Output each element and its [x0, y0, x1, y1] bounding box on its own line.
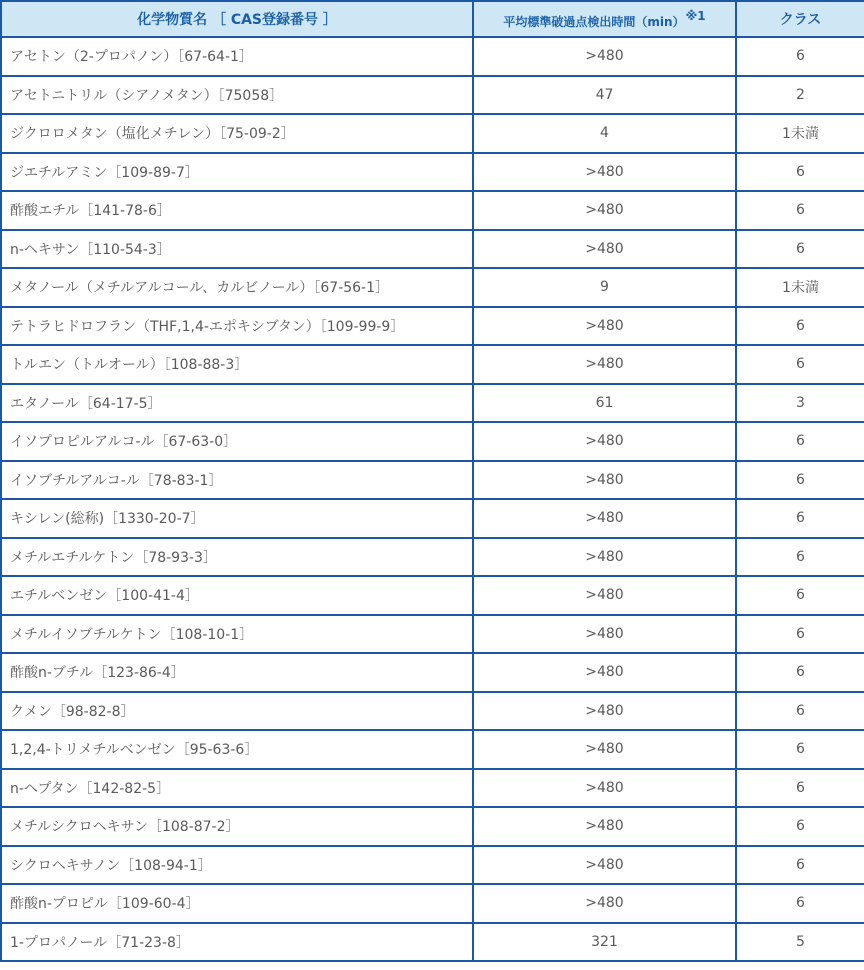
table-row: [1, 576, 864, 615]
breakthrough-time-cell: >480: [473, 230, 736, 269]
class-cell: 6: [736, 37, 864, 76]
chemical-name-cell: キシレン(総称)［1330-20-7］: [1, 499, 473, 538]
class-cell: 2: [736, 76, 864, 115]
class-cell: 6: [736, 730, 864, 769]
chemical-name-cell: 酢酸n-プロピル［109-60-4］: [1, 884, 473, 923]
table-row: [1, 692, 864, 731]
table-row: [1, 230, 864, 269]
chemical-name-cell: クメン［98-82-8］: [1, 692, 473, 731]
table-row: [1, 268, 864, 307]
chemical-name-cell: n-ヘプタン［142-82-5］: [1, 769, 473, 808]
table-row: [1, 384, 864, 423]
class-cell: 1未満: [736, 114, 864, 153]
chemical-name-cell: エチルベンゼン［100-41-4］: [1, 576, 473, 615]
chemical-name-cell: ジエチルアミン［109-89-7］: [1, 153, 473, 192]
table-row: [1, 730, 864, 769]
breakthrough-time-cell: 4: [473, 114, 736, 153]
class-cell: 6: [736, 461, 864, 500]
header-breakthrough-time-label: 平均標準破過点検出時間（min）: [503, 14, 685, 29]
table-row: [1, 615, 864, 654]
class-cell: 6: [736, 191, 864, 230]
breakthrough-time-cell: >480: [473, 499, 736, 538]
table-row: [1, 538, 864, 577]
breakthrough-time-cell: >480: [473, 191, 736, 230]
chemical-name-cell: メチルシクロヘキサン［108-87-2］: [1, 807, 473, 846]
header-class: [736, 1, 864, 37]
chemical-name-cell: トルエン（トルオール）［108-88-3］: [1, 345, 473, 384]
class-cell: 6: [736, 499, 864, 538]
table-row: [1, 153, 864, 192]
table-row: [1, 499, 864, 538]
chemical-name-cell: テトラヒドロフラン（THF,1,4-エポキシブタン）［109-99-9］: [1, 307, 473, 346]
chemical-name-cell: イソプロピルアルコ-ル［67-63-0］: [1, 422, 473, 461]
breakthrough-time-cell: >480: [473, 461, 736, 500]
breakthrough-time-cell: >480: [473, 307, 736, 346]
chemical-name-cell: メタノール（メチルアルコール、カルビノール）［67-56-1］: [1, 268, 473, 307]
class-cell: 1未満: [736, 268, 864, 307]
chemical-name-cell: シクロヘキサノン［108-94-1］: [1, 846, 473, 885]
chemical-name-cell: アセトン（2-プロパノン）［67-64-1］: [1, 37, 473, 76]
breakthrough-time-cell: >480: [473, 653, 736, 692]
class-cell: 6: [736, 884, 864, 923]
breakthrough-time-cell: >480: [473, 846, 736, 885]
header-breakthrough-time: [473, 1, 736, 37]
table-row: [1, 769, 864, 808]
table-row: [1, 114, 864, 153]
breakthrough-time-cell: >480: [473, 153, 736, 192]
table-row: [1, 37, 864, 76]
footnote-marker: ※1: [685, 8, 706, 23]
class-cell: 3: [736, 384, 864, 423]
chemical-name-cell: 1,2,4-トリメチルベンゼン［95-63-6］: [1, 730, 473, 769]
header-chemical-name-label: 化学物質名 ［ CAS登録番号 ］: [137, 12, 337, 28]
breakthrough-time-cell: >480: [473, 692, 736, 731]
table-row: [1, 345, 864, 384]
class-cell: 6: [736, 345, 864, 384]
table-row: [1, 191, 864, 230]
breakthrough-time-cell: >480: [473, 576, 736, 615]
chemical-name-cell: メチルエチルケトン［78-93-3］: [1, 538, 473, 577]
chemical-name-cell: 酢酸n-ブチル［123-86-4］: [1, 653, 473, 692]
table-row: [1, 307, 864, 346]
chemical-name-cell: n-ヘキサン［110-54-3］: [1, 230, 473, 269]
breakthrough-time-cell: 61: [473, 384, 736, 423]
table-header: [1, 1, 864, 37]
header-chemical-name: [1, 1, 473, 37]
table-row: [1, 422, 864, 461]
class-cell: 6: [736, 422, 864, 461]
chemical-name-cell: 1-プロパノール［71-23-8］: [1, 923, 473, 962]
table-row: [1, 884, 864, 923]
chemical-name-cell: イソブチルアルコ-ル［78-83-1］: [1, 461, 473, 500]
chemical-name-cell: 酢酸エチル［141-78-6］: [1, 191, 473, 230]
breakthrough-time-cell: 321: [473, 923, 736, 962]
breakthrough-time-cell: >480: [473, 345, 736, 384]
class-cell: 6: [736, 846, 864, 885]
class-cell: 6: [736, 807, 864, 846]
chemical-name-cell: エタノール［64-17-5］: [1, 384, 473, 423]
class-cell: 6: [736, 230, 864, 269]
breakthrough-time-cell: >480: [473, 769, 736, 808]
class-cell: 6: [736, 307, 864, 346]
table-row: [1, 923, 864, 962]
breakthrough-time-cell: 47: [473, 76, 736, 115]
breakthrough-time-cell: >480: [473, 37, 736, 76]
chemical-name-cell: ジクロロメタン（塩化メチレン）［75-09-2］: [1, 114, 473, 153]
breakthrough-time-cell: >480: [473, 422, 736, 461]
header-class-label: クラス: [779, 12, 822, 28]
breakthrough-time-cell: >480: [473, 807, 736, 846]
breakthrough-time-cell: 9: [473, 268, 736, 307]
table-row: [1, 653, 864, 692]
class-cell: 6: [736, 692, 864, 731]
table-body: [1, 37, 864, 961]
chemical-name-cell: メチルイソブチルケトン［108-10-1］: [1, 615, 473, 654]
header-row: [1, 1, 864, 37]
class-cell: 5: [736, 923, 864, 962]
breakthrough-time-cell: >480: [473, 884, 736, 923]
breakthrough-time-cell: >480: [473, 538, 736, 577]
chemical-name-cell: アセトニトリル（シアノメタン）［75058］: [1, 76, 473, 115]
table-row: [1, 76, 864, 115]
table-row: [1, 807, 864, 846]
class-cell: 6: [736, 153, 864, 192]
class-cell: 6: [736, 615, 864, 654]
class-cell: 6: [736, 538, 864, 577]
table-row: [1, 846, 864, 885]
breakthrough-time-cell: >480: [473, 730, 736, 769]
table-row: [1, 461, 864, 500]
class-cell: 6: [736, 653, 864, 692]
class-cell: 6: [736, 576, 864, 615]
class-cell: 6: [736, 769, 864, 808]
breakthrough-time-cell: >480: [473, 615, 736, 654]
